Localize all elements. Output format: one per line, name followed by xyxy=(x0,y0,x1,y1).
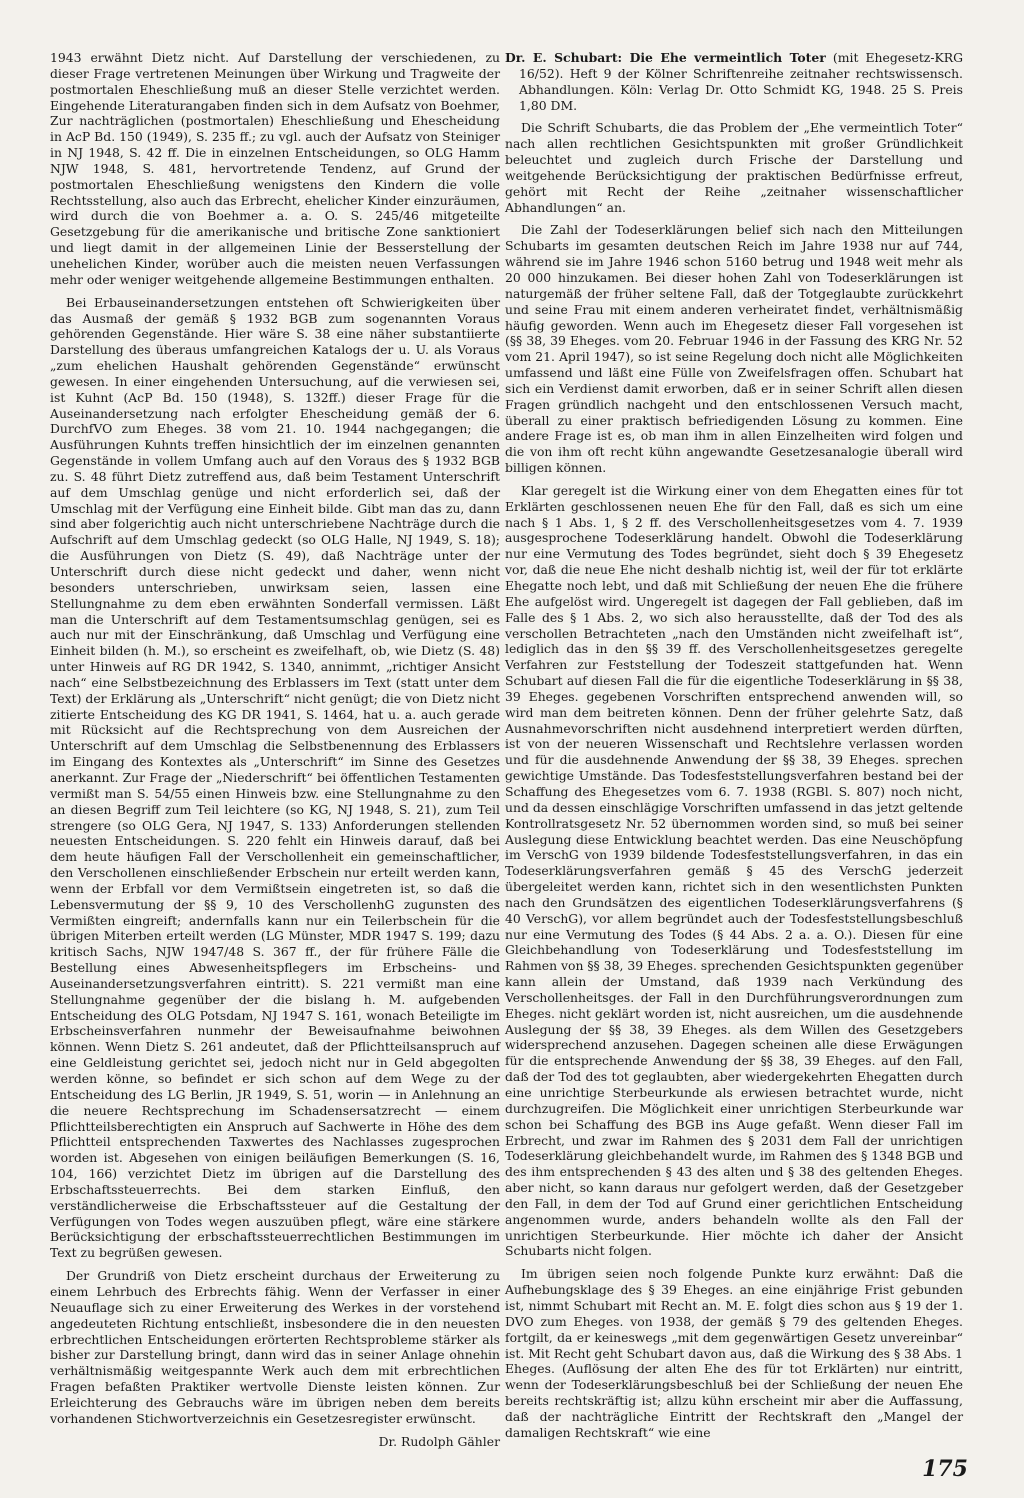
left-column xyxy=(50,50,500,1456)
paragraph: 1943 erwähnt Dietz nicht. Auf Darstellung der verschiedenen, zu dieser Frage vertretenen Meinungen über Wirkung und Tragweite der postmortalen Eheschließung muß an dieser Stelle verzichtet werden. Eingehende Literaturangaben finden sich in dem Aufsatz von Boehmer, Zur nachträglichen (postmortalen) Eheschließung und Ehescheidung in AcP Bd. 150 (1949), S. 235 ff.; zu vgl. auch der Aufsatz von Steiniger in NJ 1948, S. 42 ff. Die in einzelnen Entscheidungen, so OLG Hamm NJW 1948, S. 481, hervortretende Tendenz, auf Grund der postmortalen Eheschließung wenigstens den Kindern die volle Rechtsstellung, also auch das Erbrecht, ehelicher Kinder einzuräumen, wird durch die von Boehmer a. a. O. S. 245/46 mitgeteilte Gesetzgebung für die amerikanische und britische Zone sanktioniert und liegt damit in der allgemeinen Linie der Besserstellung der unehelichen Kinder, worüber auch die meisten neuen Verfassungen mehr oder weniger weitgehende allgemeine Bestimmungen enthalten. xyxy=(50,50,500,287)
review-heading-title: Dr. E. Schubart: Die Ehe vermeintlich Toter xyxy=(505,50,826,65)
paragraph: Der Grundriß von Dietz erscheint durchaus der Erweiterung zu einem Lehrbuch des Erbrechts fähig. Wenn der Verfasser in einer Neuauflage sich zu einer Erweiterung des Werkes in der vorstehend angedeuteten Richtung entschließt, insbesondere die in den neuesten erbrechtlichen Entscheidungen erörterten Rechtsprobleme stärker als bisher zur Darstellung bringt, dann wird das in seiner Anlage ohnehin verhältnismäßig weitgespannte Werk auch dem mit erbrechtlichen Fragen befaßten Praktiker wertvolle Dienste leisten können. Zur Erleichterung des Gebrauchs wäre im übrigen neben dem bereits vorhandenen Stichwortverzeichnis ein Gesetzesregister erwünscht. xyxy=(50,1268,500,1426)
page-number: 175 xyxy=(922,1456,968,1482)
paragraph: Bei Erbauseinandersetzungen entstehen oft Schwierigkeiten über das Ausmaß der gemäß § 1932 BGB zum sogenannten Voraus gehörenden Gegenstände. Hier wäre S. 38 eine näher substantiierte Darstellung des überaus umfangreichen Katalogs der u. U. als Voraus „zum ehelichen Haushalt gehörenden Gegenstände“ erwünscht gewesen. In einer eingehenden Untersuchung, auf die verwiesen sei, ist Kuhnt (AcP Bd. 150 (1948), S. 132ff.) dieser Frage für die Auseinandersetzung nach erfolgter Ehescheidung gemäß der 6. DurchfVO zum Eheges. 38 vom 21. 10. 1944 nachgegangen; die Ausführungen Kuhnts treffen hinsichtlich der im einzelnen genannten Gegenstände in vollem Umfang auch auf den Voraus des § 1932 BGB zu. S. 48 führt Dietz zutreffend aus, daß beim Testament Unterschrift auf dem Umschlag genüge und nicht erforderlich sei, daß der Umschlag mit der Verfügung eine Einheit bilde. Gibt man das zu, dann sind aber folgerichtig auch nicht unterschriebene Nachträge durch die Aufschrift auf dem Umschlag gedeckt (so OLG Halle, NJ 1949, S. 18); die Ausführungen von Dietz (S. 49), daß Nachträge unter der Unterschrift durch diese nicht gedeckt und daher, wenn nicht besonders unterschrieben, unwirksam seien, lassen eine Stellungnahme zu dem eben erwähnten Sonderfall vermissen. Läßt man die Unterschrift auf dem Testamentsumschlag genügen, sei es auch nur mit der Einschränkung, daß Umschlag und Verfügung eine Einheit bilden (h. M.), so erscheint es zweifelhaft, ob, wie Dietz (S. 48) unter Hinweis auf RG DR 1942, S. 1340, annimmt, „richtiger Ansicht nach“ eine Selbstbezeichnung des Erblassers im Text (statt unter dem Text) der Erklärung als „Unterschrift“ nicht genügt; die von Dietz nicht zitierte Entscheidung des KG DR 1941, S. 1464, hat u. a. auch gerade mit Rücksicht auf die Rechtsprechung von dem Ausreichen der Unterschrift auf dem Umschlag die Selbstbenennung des Erblassers im Eingang des Kontextes als „Unterschrift“ im Sinne des Gesetzes anerkannt. Zur Frage der „Niederschrift“ bei öffentlichen Testamenten vermißt man S. 54/55 einen Hinweis bzw. eine Stellungnahme zu den an diesen Begriff zum Teil leichtere (so KG, NJ 1948, S. 21), zum Teil strengere (so OLG Gera, NJ 1947, S. 133) Anforderungen stellenden neuesten Entscheidungen. S. 220 fehlt ein Hinweis darauf, daß bei dem heute häufigen Fall der Verschollenheit ein gemeinschaftlicher, den Verschollenen einschließender Erbschein nur erteilt werden kann, wenn der Erbfall vor dem Vermißtsein eingetreten ist, so daß die Lebensvermutung der §§ 9, 10 des VerschollenhG zugunsten des Vermißten eingreift; andernfalls kann nur ein Teilerbschein für die übrigen Miterben erteilt werden (LG Münster, MDR 1947 S. 199; dazu kritisch Sachs, NJW 1947/48 S. 367 ff., der für frühere Fälle die Bestellung eines Abwesenheitspflegers im Erbscheins- und Auseinandersetzungsverfahren eintritt). S. 221 vermißt man eine Stellungnahme gegenüber der die bislang h. M. aufgebenden Entscheidung des OLG Potsdam, NJ 1947 S. 161, wonach Beteiligte im Erbscheinsverfahren nunmehr der Beweisaufnahme beiwohnen können. Wenn Dietz S. 261 andeutet, daß der Pflichtteilsanspruch auf eine Geldleistung gerichtet sei, jedoch nicht nur in Geld abgegolten werden könne, so befindet er sich schon auf dem Wege zu der Entscheidung des LG Berlin, JR 1949, S. 51, worin — in Anlehnung an die neuere Rechtsprechung im Schadensersatzrecht — einem Pflichtteilsberechtigten ein Anspruch auf Sachwerte in Höhe des dem Pflichtteil entsprechenden Taxwertes des Nachlasses zugesprochen worden ist. Abgesehen von einigen beiläufigen Bemerkungen (S. 16, 104, 166) verzichtet Dietz im übrigen auf die Darstellung des Erbschaftssteuerrechts. Bei dem starken Einfluß, den verständlicherweise die Erbschaftssteuer auf die Gestaltung der Verfügungen von Todes wegen auszuüben pflegt, wäre eine stärkere Berücksichtigung der erbschaftssteuerrechtlichen Bestimmungen im Text zu begrüßen gewesen. xyxy=(50,294,500,1261)
paragraph: Im übrigen seien noch folgende Punkte kurz erwähnt: Daß die Aufhebungsklage des § 39 Eheges. an eine einjährige Frist gebunden ist, nimmt Schubart mit Recht an. M. E. folgt dies schon aus § 19 der 1. DVO zum Eheges. von 1938, der gemäß § 79 des geltenden Eheges. fortgilt, da er keineswegs „mit dem gegenwärtigen Gesetz unvereinbar“ ist. Mit Recht geht Schubart davon aus, daß die Wirkung des § 38 Abs. 1 Eheges. (Auflösung der alten Ehe des für tot Erklärten) nur eintritt, wenn der Todeserklärungsbeschluß bei der Schließung der neuen Ehe bereits rechtskräftig ist; allzu kühn erscheint mir aber die Auffassung, daß der nachträgliche Eintritt der Rechtskraft den „Mangel der damaligen Rechtskraft“ wie eine xyxy=(505,1266,963,1440)
review-heading xyxy=(505,50,963,113)
paragraph: Die Zahl der Todeserklärungen belief sich nach den Mitteilungen Schubarts im gesamten deutschen Reich im Jahre 1938 nur auf 744, während sie im Jahre 1946 schon 5160 betrug und 1948 weit mehr als 20 000 hinzukamen. Bei dieser hohen Zahl von Todeserklärungen ist naturgemäß der früher seltene Fall, daß der Totgeglaubte zurückkehrt und seine Frau mit einem anderen verheiratet findet, verhältnismäßig häufig geworden. Wenn auch im Ehegesetz dieser Fall vorgesehen ist (§§ 38, 39 Eheges. vom 20. Februar 1946 in der Fassung des KRG Nr. 52 vom 21. April 1947), so ist seine Regelung doch nicht alle Möglichkeiten umfassend und läßt eine Fülle von Zweifelsfragen offen. Schubart hat sich ein Verdienst damit erworben, daß er in seiner Schrift allen diesen Fragen gründlich nachgeht und den entschlossenen Versuch macht, überall zu einer praktisch befriedigenden Lösung zu kommen. Eine andere Frage ist es, ob man ihm in allen Einzelheiten wird folgen und die von ihm oft recht kühn angewandte Gesetzesanalogie überall wird billigen können. xyxy=(505,222,963,476)
right-column xyxy=(505,50,963,1448)
paragraph: Klar geregelt ist die Wirkung einer von dem Ehegatten eines für tot Erklärten geschlossenen neuen Ehe für den Fall, daß es sich um eine nach § 1 Abs. 1, § 2 ff. des Verschollenheitsgesetzes vom 4. 7. 1939 ausgesprochene Todeserklärung handelt. Obwohl die Todeserklärung nur eine Vermutung des Todes begründet, sieht doch § 39 Ehegesetz vor, daß die neue Ehe nicht deshalb nichtig ist, weil der für tot erklärte Ehegatte noch lebt, und daß mit Schließung der neuen Ehe die frühere Ehe aufgelöst wird. Ungeregelt ist dagegen der Fall geblieben, daß im Falle des § 1 Abs. 2, wo sich also herausstellte, daß der Tod des als verschollen Betrachteten „nach den Umständen nicht zweifelhaft ist“, lediglich das in den §§ 39 ff. des Verschollenheitsgesetzes geregelte Verfahren zur Feststellung der Todeszeit stattgefunden hat. Wenn Schubart auf diesen Fall die für die eigentliche Todeserklärung in §§ 38, 39 Eheges. gegebenen Vorschriften entsprechend anwenden will, so wird man dem beitreten können. Denn der früher gelehrte Satz, daß Ausnahmevorschriften nicht ausdehnend interpretiert werden dürften, ist von der neueren Wissenschaft und Rechtslehre verlassen worden und für die ausdehnende Anwendung der §§ 38, 39 Eheges. sprechen gewichtige Umstände. Das Todesfeststellungsverfahren bestand bei der Schaffung des Ehegesetzes vom 6. 7. 1938 (RGBl. S. 807) noch nicht, und da dessen einschlägige Vorschriften umfassend in das jetzt geltende Kontrollratsgesetz Nr. 52 übernommen worden sind, so muß bei seiner Auslegung diese Entwicklung beachtet werden. Das eine Neuschöpfung im VerschG von 1939 bildende Todesfeststellungsverfahren, in das ein Todeserklärungsverfahren gemäß § 45 des VerschG jederzeit übergeleitet werden kann, richtet sich in den wesentlichsten Punkten nach den Grundsätzen des eigentlichen Todeserklärungsverfahrens (§ 40 VerschG), vor allem begründet auch der Todesfeststellungsbeschluß nur eine Vermutung des Todes (§ 44 Abs. 2 a. a. O.). Diesen für eine Gleichbehandlung von Todeserklärung und Todesfeststellung im Rahmen von §§ 38, 39 Eheges. sprechenden Gesichtspunkten gegenüber kann allein der Umstand, daß 1939 nach Verkündung des Verschollenheitsges. der Fall in den Durchführungsverordnungen zum Eheges. nicht geklärt worden ist, nicht ausreichen, um die ausdehnende Auslegung der §§ 38, 39 Eheges. als dem Willen des Gesetzgebers widersprechend anzusehen. Dagegen scheinen alle diese Erwägungen für die entsprechende Anwendung der §§ 38, 39 Eheges. auf den Fall, daß der Tod des tot geglaubten, aber wiedergekehrten Ehegatten durch eine unrichtige Sterbeurkunde als erwiesen betrachtet wurde, nicht durchzugreifen. Die Möglichkeit einer unrichtigen Sterbeurkunde war schon bei Schaffung des BGB ins Auge gefaßt. Wenn dieser Fall im Erbrecht, und zwar im Rahmen des § 2031 dem Fall der unrichtigen Todeserklärung gleichbehandelt wurde, im Rahmen des § 1348 BGB und des ihm entsprechenden § 43 des alten und § 38 des geltenden Eheges. aber nicht, so kann daraus nur gefolgert werden, daß der Gesetzgeber den Fall, in dem der Tod auf Grund einer gerichtlichen Entscheidung angenommen wurde, anders behandeln wollte als den Fall der unrichtigen Sterbeurkunde. Hier möchte ich daher der Ansicht Schubarts nicht folgen. xyxy=(505,482,963,1259)
author-signature: Dr. Rudolph Gähler xyxy=(378,1433,500,1449)
review-heading-details: (mit Ehegesetz-KRG 16/52). Heft 9 der Kölner Schriftenreihe zeitnaher rechtswissensch. Abhandlungen. Köln: Verlag Dr. Otto Schmidt KG, 1948. 25 S. Preis 1,80 DM. xyxy=(519,50,963,113)
paragraph: Die Schrift Schubarts, die das Problem der „Ehe vermeintlich Toter“ nach allen rechtlichen Gesichtspunkten mit großer Gründlichkeit beleuchtet und zugleich durch Frische der Darstellung und weitgehende Berücksichtigung der praktischen Bedürfnisse erfreut, gehört mit Recht der Reihe „zeitnaher wissenschaftlicher Abhandlungen“ an. xyxy=(505,120,963,215)
